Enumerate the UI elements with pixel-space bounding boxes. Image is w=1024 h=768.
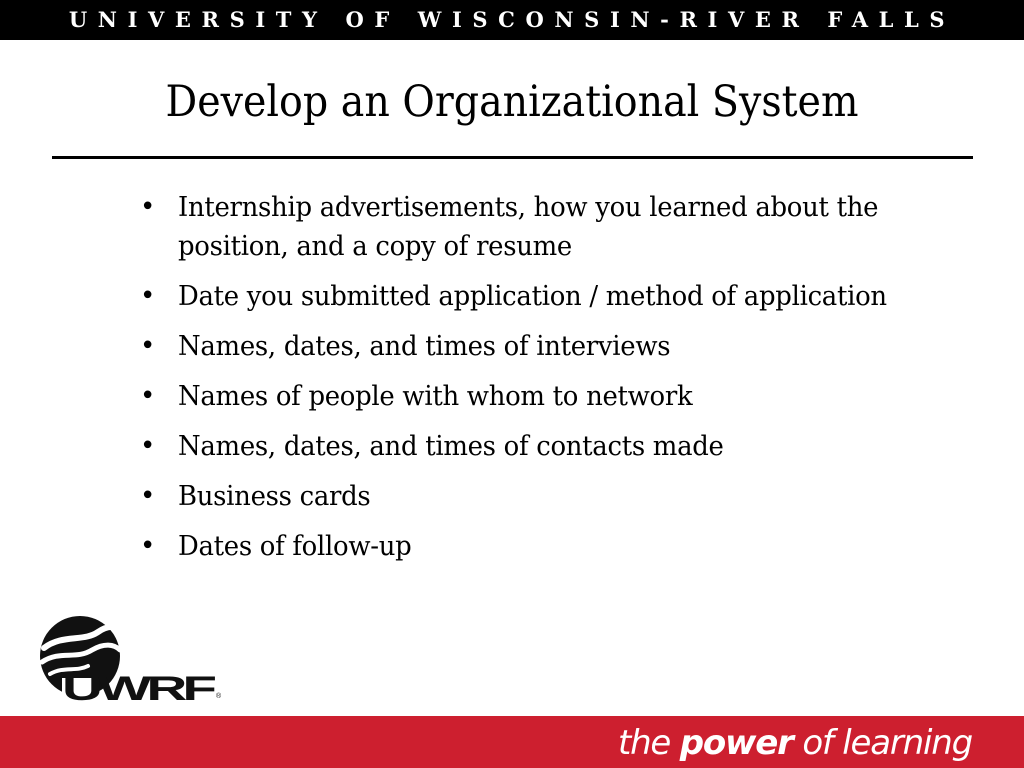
bullet-dot-icon: • [140,331,156,361]
tagline [618,716,972,768]
bullet-dot-icon: • [140,431,156,461]
bullet-dot-icon: • [140,281,156,311]
svg-text:®: ® [216,693,222,700]
bullet-item [140,427,920,466]
bullet-item [140,277,920,316]
tagline-of-learning: of learning [802,723,972,763]
university-header-band [0,0,1024,40]
bullet-text: Internship advertisements, how you learned about the position, and a copy of resume [178,192,879,262]
university-name: UNIVERSITY OF WISCONSIN-RIVER FALLS [68,7,956,32]
bullet-text: Business cards [178,481,371,512]
title-divider [52,156,973,159]
bullet-item [140,477,920,516]
bullet-text: Date you submitted application / method of application [178,281,887,312]
bullet-item [140,377,920,416]
bullet-item [140,327,920,366]
uwrf-wordmark: UWRF [62,670,216,708]
tagline-power: power [679,723,793,763]
bullet-dot-icon: • [140,381,156,411]
bullet-item [140,188,920,266]
bullet-text: Names, dates, and times of contacts made [178,431,724,462]
bullet-text: Names, dates, and times of interviews [178,331,671,362]
bullet-item [140,527,920,566]
bullet-dot-icon: • [140,531,156,561]
bullet-list [140,188,920,577]
footer-band [0,716,1024,768]
bullet-dot-icon: • [140,481,156,511]
bullet-dot-icon: • [140,192,156,222]
uwrf-logo [36,610,226,710]
tagline-the: the [617,723,671,763]
bullet-text: Dates of follow-up [178,531,412,562]
bullet-text: Names of people with whom to network [178,381,693,412]
slide-title: Develop an Organizational System [165,77,859,127]
